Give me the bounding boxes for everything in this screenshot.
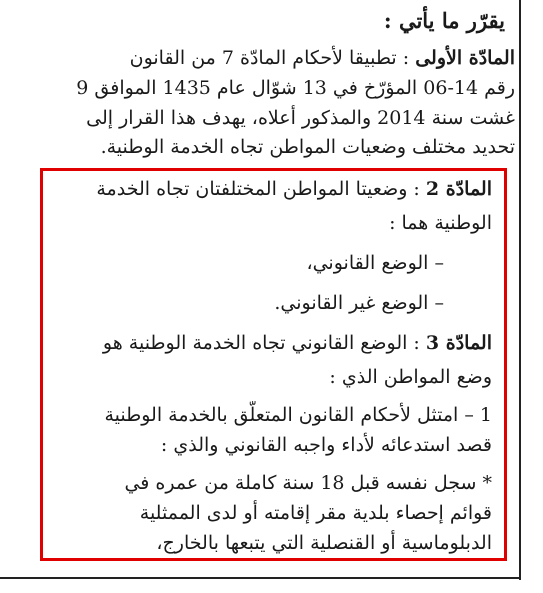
article3-line2: وضع المواطن الذي : <box>329 366 492 388</box>
article1-label: المادّة الأولى <box>415 47 515 69</box>
decision-heading: يقرّر ما يأتي : <box>383 8 505 33</box>
article2-text1: : وضعيتا المواطن المختلفتان تجاه الخدمة <box>96 178 420 200</box>
article1-line3: غشت سنة 2014 والمذكور أعلاه، يهدف هذا القرار إلى <box>86 107 515 129</box>
article1-text1: : تطبيقا لأحكام المادّة 7 من القانون <box>129 47 410 69</box>
article3-bullet-line1: * سجل نفسه قبل 18 سنة كاملة من عمره في <box>124 472 492 494</box>
article2-line2: الوطنية هما : <box>389 212 492 234</box>
article3-bullet-line3: الدبلوماسية أو القنصلية التي يتبعها بالخارج، <box>156 532 492 554</box>
article2-line1 <box>53 175 492 203</box>
article3-label: المادّة 3 <box>425 332 492 354</box>
article1-line4: تحديد مختلف وضعيات المواطن تجاه الخدمة الوطنية. <box>100 136 515 158</box>
page-border-bottom <box>0 577 521 579</box>
article2-label: المادّة 2 <box>425 178 492 200</box>
highlight-box <box>40 168 507 561</box>
article1-line1 <box>48 44 515 72</box>
article3-para1-line1: 1 – امتثل لأحكام القانون المتعلّق بالخدمة الوطنية <box>104 404 492 426</box>
article2-item2: – الوضع غير القانوني. <box>274 292 444 314</box>
page-border-right <box>519 0 521 580</box>
article3-text1: : الوضع القانوني تجاه الخدمة الوطنية هو <box>102 332 420 354</box>
article2-item1: – الوضع القانوني، <box>306 252 444 274</box>
article3-line1 <box>53 329 492 357</box>
article3-para1-line2: قصد استدعائه لأداء واجبه القانوني والذي : <box>160 434 492 456</box>
article3-bullet-line2: قوائم إحصاء بلدية مقر إقامته أو لدى الممثلية <box>139 502 492 524</box>
article1-line2: رقم 14-06 المؤرّخ في 13 شوّال عام 1435 الموافق 9 <box>76 77 515 99</box>
